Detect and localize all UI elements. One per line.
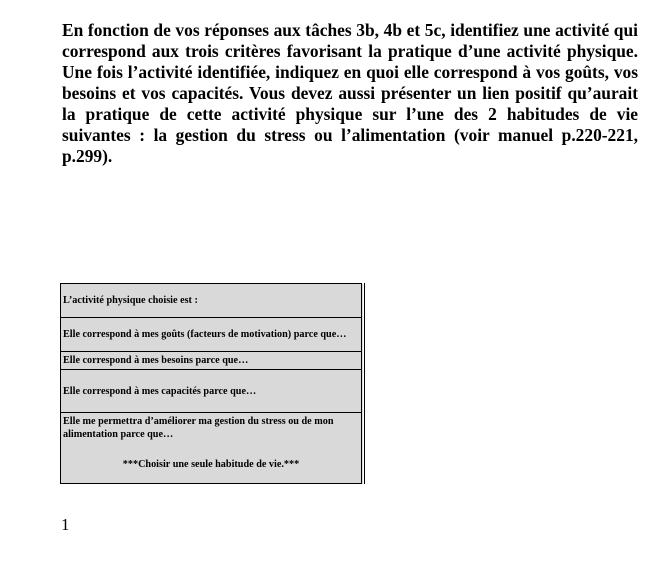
form-row-tastes xyxy=(61,317,364,352)
form-cell-tastes[interactable]: Elle correspond à mes goûts (facteurs de motivation) parce que… xyxy=(61,317,364,352)
form-cell-needs[interactable]: Elle correspond à mes besoins parce que… xyxy=(61,352,364,370)
form-cell-chosen-activity[interactable]: L’activité physique choisie est : xyxy=(61,284,364,318)
life-habit-note: ***Choisir une seule habitude de vie.*** xyxy=(122,458,300,470)
life-habit-label: Elle me permettra d’améliorer ma gestion du stress ou de mon alimentation parce que… xyxy=(63,415,334,440)
page-number: 1 xyxy=(61,515,70,534)
instructions-paragraph: En fonction de vos réponses aux tâches 3b, 4b et 5c, identifiez une activité qui correspond aux trois critères favorisant la pratique d’une activité physique. Une fois l’activité identifiée, indiquez en quoi elle correspond à vos goûts, vos besoins et vos capacités. Vous devez aussi présenter un lien positif qu’aurait la pratique de cette activité physique sur l’une des 2 habitudes de vie suivantes : la gestion du stress ou l’alimentation (voir manuel p.220-221, p.299). xyxy=(62,20,638,166)
form-row-needs xyxy=(61,352,364,370)
form-row-capacities xyxy=(61,370,364,413)
form-cell-capacities[interactable]: Elle correspond à mes capacités parce que… xyxy=(61,370,364,413)
answer-form-table xyxy=(60,283,365,484)
form-row-life-habit xyxy=(61,412,364,483)
form-row-chosen-activity xyxy=(61,284,364,318)
form-cell-life-habit[interactable] xyxy=(61,412,364,483)
